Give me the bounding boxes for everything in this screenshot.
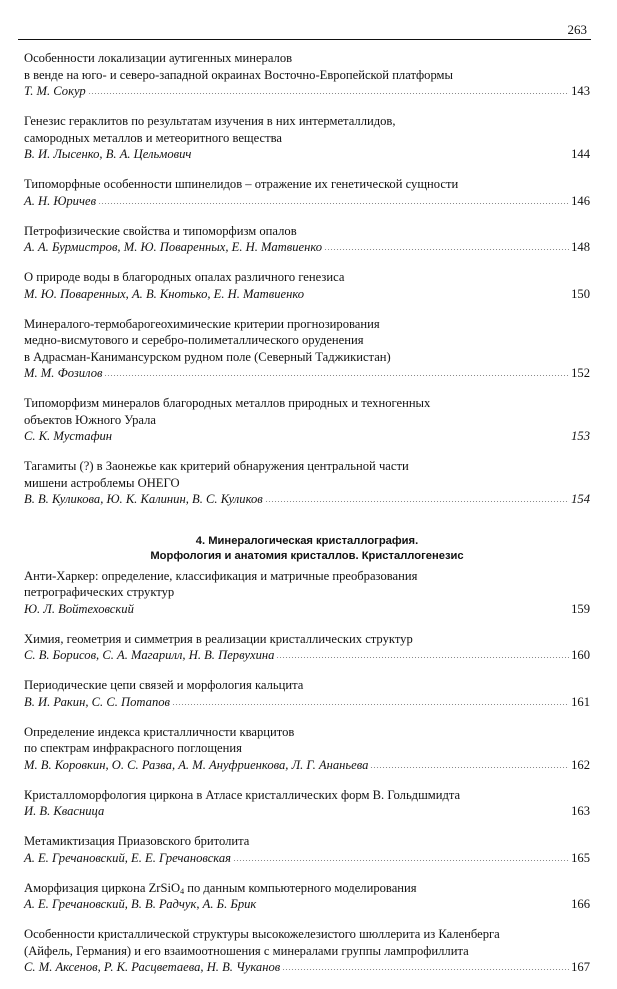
page-number: 263 xyxy=(567,22,587,37)
entry-authors: С. К. Мустафин xyxy=(24,429,113,443)
dot-leader xyxy=(104,375,569,376)
entry-author-line xyxy=(24,428,590,445)
entry-title-line: самородных металлов и метеоритного вещества xyxy=(24,130,282,145)
table-of-contents xyxy=(24,50,590,989)
section-heading-line-1: 4. Минералогическая кристаллография. xyxy=(195,534,419,547)
formula-subscript: 4 xyxy=(180,886,185,896)
entry-author-line xyxy=(24,896,590,913)
dot-leader xyxy=(282,969,569,970)
entry-title-text: Аморфизация циркона ZrSiO xyxy=(24,880,181,895)
toc-group-after xyxy=(24,568,590,976)
entry-page-number: 143 xyxy=(571,84,590,98)
entry-authors: Т. М. Сокур xyxy=(24,84,86,98)
entry-author-line xyxy=(24,365,590,382)
entry-title-line: Химия, геометрия и симметрия в реализации кристаллических структур xyxy=(24,631,413,646)
section-heading-line-2: Морфология и анатомия кристаллов. Кристаллогенезис xyxy=(150,549,464,562)
entry-title-line: по спектрам инфракрасного поглощения xyxy=(24,741,242,755)
entry-author-line xyxy=(24,286,590,303)
toc-entry xyxy=(24,880,590,913)
entry-title-line: О природе воды в благородных опалах различного генезиса xyxy=(24,270,345,284)
dot-leader xyxy=(276,657,569,658)
entry-authors: С. М. Аксенов, Р. К. Расцветаева, Н. В. Чуканов xyxy=(24,960,281,974)
entry-title-line: в венде на юго- и северо-западной окраинах Восточно-Европейской платформы xyxy=(24,67,453,82)
toc-entry xyxy=(24,395,590,445)
entry-page-number: 148 xyxy=(571,240,590,254)
entry-title-line: объектов Южного Урала xyxy=(24,412,156,427)
entry-page-number: 167 xyxy=(571,960,590,974)
entry-author-line xyxy=(24,959,590,976)
entry-authors: М. М. Фозилов xyxy=(24,366,103,380)
toc-entry xyxy=(24,926,590,976)
entry-page-number: 144 xyxy=(571,147,590,161)
dot-leader xyxy=(172,704,569,705)
entry-authors: А. Е. Гречановский, Е. Е. Гречановская xyxy=(24,850,232,865)
entry-authors: А. Е. Гречановский, В. В. Радчук, А. Б. Брик xyxy=(24,897,257,911)
toc-entry xyxy=(24,50,590,100)
entry-title-line: Особенности локализации аутигенных минералов xyxy=(24,51,293,65)
dot-leader xyxy=(265,501,569,502)
entry-title-line: в Адрасман-Канимансурском рудном поле (Северный Таджикистан) xyxy=(24,349,391,364)
entry-title-line: Типоморфизм минералов благородных металлов природных и техногенных xyxy=(24,396,431,410)
entry-title-line: мишени астроблемы ОНЕГО xyxy=(24,475,180,490)
entry-page-number: 165 xyxy=(571,850,590,865)
entry-title-line: Особенности кристаллической структуры высокожелезистого шюллерита из Каленберга xyxy=(24,927,500,941)
entry-title-line: Тагамиты (?) в Заонежье как критерий обнаружения центральной части xyxy=(24,459,409,473)
entry-authors: М. Ю. Поваренных, А. В. Кнотько, Е. Н. Матвиенко xyxy=(24,286,305,301)
entry-title-line: Минералого-термобарогеохимические критерии прогнозирования xyxy=(24,316,380,331)
dot-leader xyxy=(98,203,569,204)
entry-page-number: 161 xyxy=(571,694,590,709)
entry-author-line xyxy=(24,803,590,820)
entry-title-line: Периодические цепи связей и морфология кальцита xyxy=(24,678,304,692)
entry-title-line: Кристалломорфология циркона в Атласе кристаллических форм В. Гольдшмидта xyxy=(24,787,461,802)
toc-entry xyxy=(24,223,590,256)
entry-page-number: 146 xyxy=(571,193,590,208)
toc-group-before xyxy=(24,50,590,508)
toc-entry xyxy=(24,113,590,163)
entry-page-number: 153 xyxy=(571,429,590,443)
entry-author-line xyxy=(24,193,590,210)
toc-entry xyxy=(24,787,590,820)
toc-entry xyxy=(24,269,590,302)
entry-author-line xyxy=(24,601,590,618)
entry-author-line xyxy=(24,83,590,100)
toc-entry xyxy=(24,458,590,508)
entry-title-line: (Айфель, Германия) и его взаимоотношения с минералами группы лампрофиллита xyxy=(24,943,469,958)
entry-page-number: 159 xyxy=(571,601,590,616)
entry-authors: И. В. Квасница xyxy=(24,804,105,818)
entry-title-line: Петрофизические свойства и типоморфизм опалов xyxy=(24,223,297,238)
entry-authors: Ю. Л. Войтеховский xyxy=(24,601,134,616)
toc-entry xyxy=(24,631,590,664)
entry-authors: А. А. Бурмистров, М. Ю. Поваренных, Е. Н. Матвиенко xyxy=(24,240,323,254)
entry-title-line: Анти-Харкер: определение, классификация и матричные преобразования xyxy=(24,568,418,583)
entry-author-line xyxy=(24,757,590,774)
entry-author-line xyxy=(24,647,590,664)
entry-title-line xyxy=(24,880,590,897)
entry-author-line xyxy=(24,146,590,163)
entry-title-line: Метамиктизация Приазовского бритолита xyxy=(24,834,250,848)
entry-title-line: Генезис гераклитов по результатам изучения в них интерметаллидов, xyxy=(24,114,396,128)
dot-leader xyxy=(324,249,569,250)
toc-entry xyxy=(24,176,590,209)
entry-author-line xyxy=(24,239,590,256)
entry-authors: В. И. Лысенко, В. А. Цельмович xyxy=(24,147,192,161)
entry-title-line: Определение индекса кристалличности кварцитов xyxy=(24,724,295,739)
toc-entry xyxy=(24,677,590,710)
toc-entry xyxy=(24,833,590,866)
entry-authors: А. Н. Юричев xyxy=(24,193,97,208)
entry-title-line: медно-висмутового и серебро-полиметаллического оруденения xyxy=(24,333,364,347)
entry-title-line: петрографических структур xyxy=(24,585,175,599)
entry-page-number: 160 xyxy=(571,648,590,662)
entry-author-line xyxy=(24,694,590,711)
entry-page-number: 166 xyxy=(571,897,590,911)
dot-leader xyxy=(88,93,569,94)
entry-title-line: Типоморфные особенности шпинелидов – отражение их генетической сущности xyxy=(24,177,459,191)
toc-entry xyxy=(24,724,590,774)
entry-authors: С. В. Борисов, С. А. Магарилл, Н. В. Первухина xyxy=(24,648,275,662)
entry-page-number: 152 xyxy=(571,366,590,380)
entry-title-text: по данным компьютерного моделирования xyxy=(184,880,417,895)
entry-authors: В. И. Ракин, С. С. Потапов xyxy=(24,694,171,709)
entry-authors: В. В. Куликова, Ю. К. Калинин, В. С. Куликов xyxy=(24,492,263,506)
toc-entry xyxy=(24,316,590,382)
entry-author-line xyxy=(24,850,590,867)
entry-author-line xyxy=(24,491,590,508)
section-heading xyxy=(24,534,590,564)
entry-page-number: 162 xyxy=(571,757,590,772)
entry-page-number: 154 xyxy=(571,492,590,506)
header-rule xyxy=(18,39,591,40)
dot-leader xyxy=(233,860,569,861)
dot-leader xyxy=(370,767,569,768)
entry-authors: М. В. Коровкин, О. С. Разва, А. М. Ануфриенкова, Л. Г. Ананьева xyxy=(24,757,369,772)
toc-entry xyxy=(24,568,590,618)
entry-page-number: 150 xyxy=(571,286,590,301)
entry-page-number: 163 xyxy=(571,804,590,818)
